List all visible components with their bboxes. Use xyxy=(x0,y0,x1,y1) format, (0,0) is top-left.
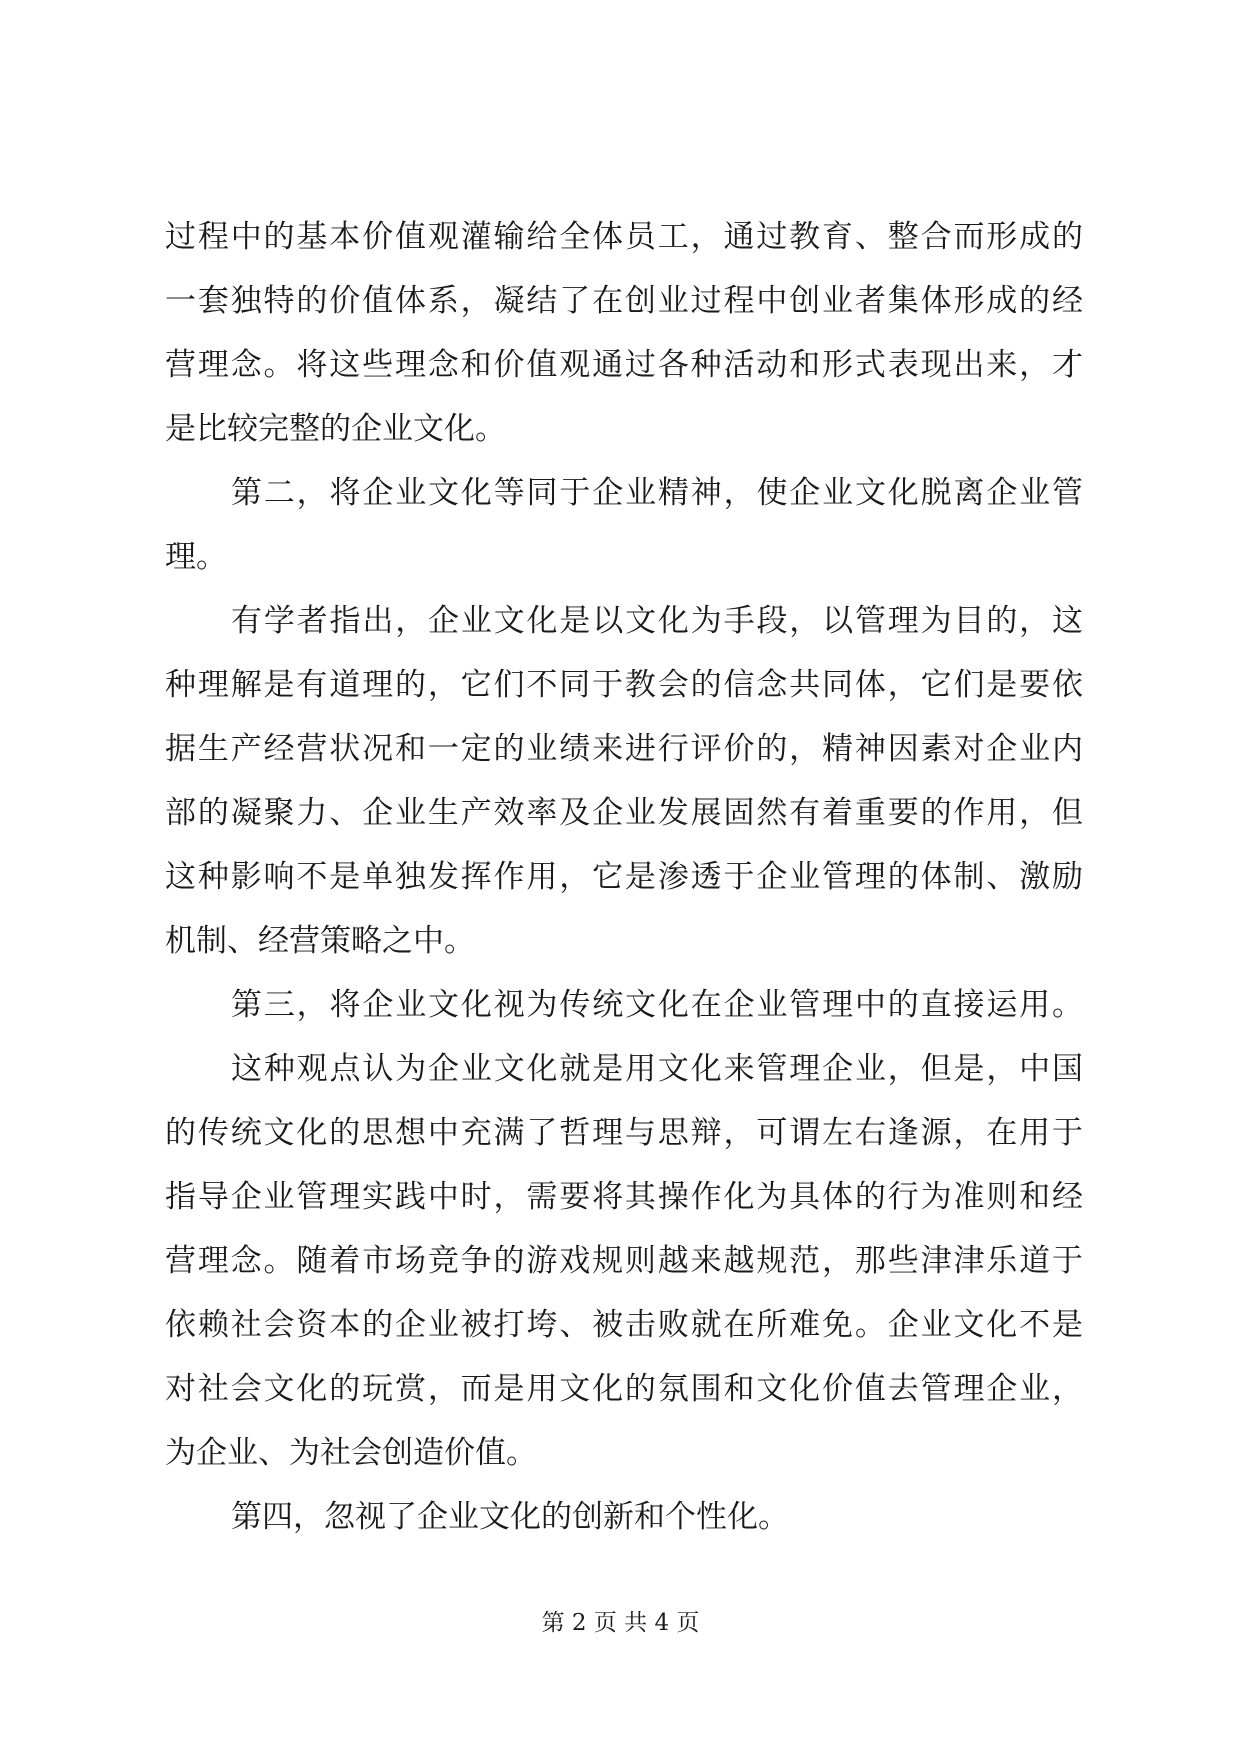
text-line: 一套独特的价值体系，凝结了在创业过程中创业者集体形成的经 xyxy=(165,283,1083,319)
text-line: 部的凝聚力、企业生产效率及企业发展固然有着重要的作用，但 xyxy=(165,795,1083,831)
text-line: 是比较完整的企业文化。 xyxy=(165,411,506,447)
text-line: 这种影响不是单独发挥作用，它是渗透于企业管理的体制、激励 xyxy=(165,859,1083,895)
text-line: 对社会文化的玩赏，而是用文化的氛围和文化价值去管理企业， xyxy=(165,1371,1083,1407)
text-line: 指导企业管理实践中时，需要将其操作化为具体的行为准则和经 xyxy=(165,1179,1083,1215)
text-line: 机制、经营策略之中。 xyxy=(165,923,475,959)
text-line: 的传统文化的思想中充满了哲理与思辩，可谓左右逢源，在用于 xyxy=(165,1115,1083,1151)
text-line: 第二，将企业文化等同于企业精神，使企业文化脱离企业管 xyxy=(231,475,1083,511)
text-line: 为企业、为社会创造价值。 xyxy=(165,1435,537,1471)
document-body xyxy=(165,205,1083,1549)
text-line: 依赖社会资本的企业被打垮、被击败就在所难免。企业文化不是 xyxy=(165,1307,1083,1343)
text-line: 营理念。随着市场竞争的游戏规则越来越规范，那些津津乐道于 xyxy=(165,1243,1083,1279)
text-line: 第四，忽视了企业文化的创新和个性化。 xyxy=(231,1499,789,1535)
text-line: 据生产经营状况和一定的业绩来进行评价的，精神因素对企业内 xyxy=(165,731,1083,767)
text-line: 过程中的基本价值观灌输给全体员工，通过教育、整合而形成的 xyxy=(165,219,1083,255)
text-line: 第三，将企业文化视为传统文化在企业管理中的直接运用。 xyxy=(231,987,1083,1023)
page-number-footer: 第 2 页 共 4 页 xyxy=(541,1610,700,1636)
text-line: 有学者指出，企业文化是以文化为手段，以管理为目的，这 xyxy=(231,603,1083,639)
text-line: 种理解是有道理的，它们不同于教会的信念共同体，它们是要依 xyxy=(165,667,1083,703)
text-line: 理。 xyxy=(165,539,227,575)
text-line: 营理念。将这些理念和价值观通过各种活动和形式表现出来，才 xyxy=(165,347,1083,383)
text-line: 这种观点认为企业文化就是用文化来管理企业，但是，中国 xyxy=(231,1051,1083,1087)
